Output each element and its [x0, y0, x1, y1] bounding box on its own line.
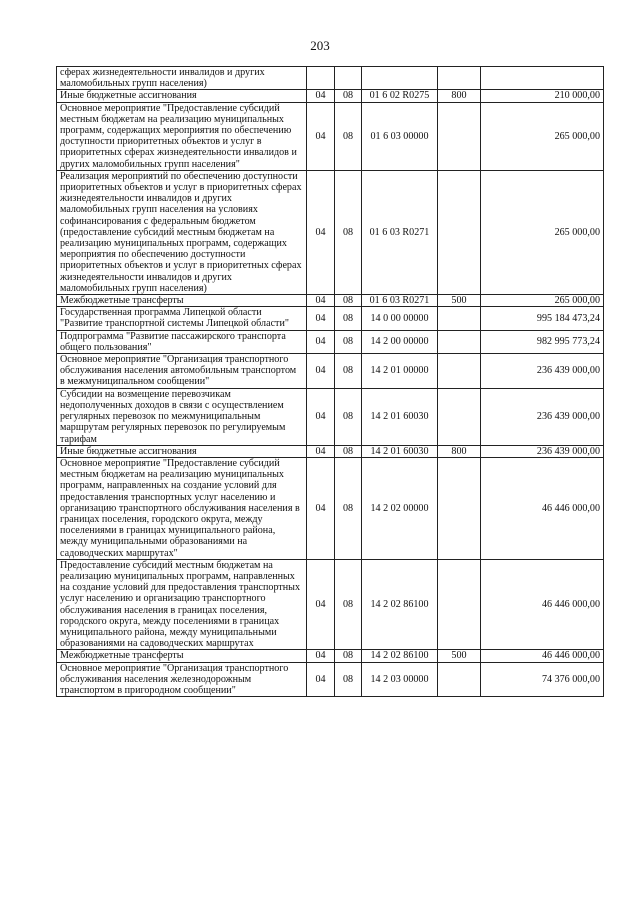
row-name: Межбюджетные трансферты — [57, 295, 307, 307]
table-row — [57, 457, 604, 559]
row-name: Иные бюджетные ассигнования — [57, 90, 307, 102]
row-target-article: 14 2 02 00000 — [362, 457, 438, 559]
row-target-article: 14 2 02 86100 — [362, 650, 438, 662]
row-razdel: 04 — [307, 388, 335, 445]
row-target-article: 14 2 03 00000 — [362, 662, 438, 697]
row-expense-type — [438, 330, 481, 353]
row-amount: 236 439 000,00 — [481, 388, 604, 445]
row-name: Иные бюджетные ассигнования — [57, 445, 307, 457]
row-expense-type: 500 — [438, 650, 481, 662]
row-razdel: 04 — [307, 354, 335, 389]
row-podrazdel: 08 — [335, 650, 362, 662]
row-expense-type — [438, 307, 481, 330]
row-razdel: 04 — [307, 559, 335, 650]
row-expense-type — [438, 67, 481, 90]
row-amount: 265 000,00 — [481, 170, 604, 294]
row-expense-type — [438, 457, 481, 559]
row-podrazdel: 08 — [335, 170, 362, 294]
row-name: Предоставление субсидий местным бюджетам на реализацию муниципальных программ, направленных на создание условий для предоставления транспортных услуг населению и организацию транспортного обслуживания населения в границах поселения, городского округа, между поселениями в границах муниципального района, между муниципальными образованиями на садоводческих маршрутах — [57, 559, 307, 650]
row-razdel: 04 — [307, 662, 335, 697]
row-podrazdel: 08 — [335, 330, 362, 353]
row-podrazdel: 08 — [335, 307, 362, 330]
row-podrazdel: 08 — [335, 662, 362, 697]
row-target-article — [362, 67, 438, 90]
row-podrazdel: 08 — [335, 90, 362, 102]
row-razdel: 04 — [307, 445, 335, 457]
table-row — [57, 307, 604, 330]
row-name: Реализация мероприятий по обеспечению доступности приоритетных объектов и услуг в приоритетных сферах жизнедеятельности инвалидов и других маломобильных групп населения на условиях софинансирования с федеральным бюджетом (предоставление субсидий местным бюджетам на реализацию муниципальных программ, содержащих мероприятия по обеспечению доступности приоритетных объектов и услуг в приоритетных сферах жизнедеятельности инвалидов и других маломобильных групп населения) — [57, 170, 307, 294]
row-name: Основное мероприятие "Предоставление субсидий местным бюджетам на реализацию муниципальных программ, содержащих мероприятия по обеспечению доступности приоритетных объектов и услуг в приоритетных сферах жизнедеятельности инвалидов и других маломобильных групп населения" — [57, 102, 307, 170]
row-podrazdel: 08 — [335, 354, 362, 389]
table-row — [57, 170, 604, 294]
row-amount: 46 446 000,00 — [481, 650, 604, 662]
row-expense-type — [438, 662, 481, 697]
row-expense-type: 800 — [438, 90, 481, 102]
table-row — [57, 354, 604, 389]
table-row — [57, 662, 604, 697]
table-row — [57, 295, 604, 307]
row-podrazdel — [335, 67, 362, 90]
table-row — [57, 67, 604, 90]
row-name: Основное мероприятие "Организация транспортного обслуживания населения железнодорожным транспортом в пригородном сообщении" — [57, 662, 307, 697]
row-target-article: 14 2 00 00000 — [362, 330, 438, 353]
row-razdel: 04 — [307, 307, 335, 330]
row-expense-type — [438, 388, 481, 445]
row-amount: 74 376 000,00 — [481, 662, 604, 697]
row-podrazdel: 08 — [335, 388, 362, 445]
table-row — [57, 388, 604, 445]
row-amount: 46 446 000,00 — [481, 559, 604, 650]
row-razdel: 04 — [307, 90, 335, 102]
table-row — [57, 445, 604, 457]
row-target-article: 14 0 00 00000 — [362, 307, 438, 330]
budget-table-body — [57, 67, 604, 697]
row-target-article: 14 2 02 86100 — [362, 559, 438, 650]
row-podrazdel: 08 — [335, 457, 362, 559]
row-razdel: 04 — [307, 102, 335, 170]
row-target-article: 01 6 03 R0271 — [362, 170, 438, 294]
table-row — [57, 330, 604, 353]
table-row — [57, 102, 604, 170]
row-amount — [481, 67, 604, 90]
budget-table — [56, 66, 604, 697]
row-target-article: 14 2 01 60030 — [362, 445, 438, 457]
row-expense-type: 500 — [438, 295, 481, 307]
row-name: Государственная программа Липецкой области "Развитие транспортной системы Липецкой области" — [57, 307, 307, 330]
table-row — [57, 650, 604, 662]
row-expense-type — [438, 170, 481, 294]
row-name: Подпрограмма "Развитие пассажирского транспорта общего пользования" — [57, 330, 307, 353]
row-target-article: 14 2 01 00000 — [362, 354, 438, 389]
row-expense-type — [438, 559, 481, 650]
row-podrazdel: 08 — [335, 102, 362, 170]
row-razdel: 04 — [307, 330, 335, 353]
table-row — [57, 90, 604, 102]
row-target-article: 14 2 01 60030 — [362, 388, 438, 445]
row-podrazdel: 08 — [335, 559, 362, 650]
row-target-article: 01 6 03 R0271 — [362, 295, 438, 307]
row-amount: 265 000,00 — [481, 295, 604, 307]
row-amount: 995 184 473,24 — [481, 307, 604, 330]
page-number: 203 — [310, 38, 330, 53]
row-razdel: 04 — [307, 650, 335, 662]
row-amount: 265 000,00 — [481, 102, 604, 170]
row-expense-type — [438, 354, 481, 389]
row-razdel: 04 — [307, 295, 335, 307]
row-podrazdel: 08 — [335, 295, 362, 307]
row-name: Основное мероприятие "Предоставление субсидий местным бюджетам на реализацию муниципальных программ, направленных на создание условий для предоставления транспортных услуг населению и организацию транспортного обслуживания населения в границах поселения, городского округа, между поселениями в границах муниципального района, между муниципальными образованиями на садоводческих маршрутах" — [57, 457, 307, 559]
row-target-article: 01 6 02 R0275 — [362, 90, 438, 102]
row-amount: 982 995 773,24 — [481, 330, 604, 353]
row-name: Основное мероприятие "Организация транспортного обслуживания населения автомобильным транспортом в межмуниципальном сообщении" — [57, 354, 307, 389]
row-amount: 236 439 000,00 — [481, 445, 604, 457]
row-name: Межбюджетные трансферты — [57, 650, 307, 662]
row-expense-type — [438, 102, 481, 170]
row-razdel: 04 — [307, 457, 335, 559]
row-podrazdel: 08 — [335, 445, 362, 457]
row-amount: 210 000,00 — [481, 90, 604, 102]
row-name: Субсидии на возмещение перевозчикам недополученных доходов в связи с осуществлением регулярных перевозок по межмуниципальным маршрутам регулярных перевозок по регулируемым тарифам — [57, 388, 307, 445]
row-expense-type: 800 — [438, 445, 481, 457]
row-amount: 236 439 000,00 — [481, 354, 604, 389]
row-amount: 46 446 000,00 — [481, 457, 604, 559]
row-name: сферах жизнедеятельности инвалидов и других маломобильных групп населения) — [57, 67, 307, 90]
table-row — [57, 559, 604, 650]
row-razdel: 04 — [307, 170, 335, 294]
row-razdel — [307, 67, 335, 90]
row-target-article: 01 6 03 00000 — [362, 102, 438, 170]
